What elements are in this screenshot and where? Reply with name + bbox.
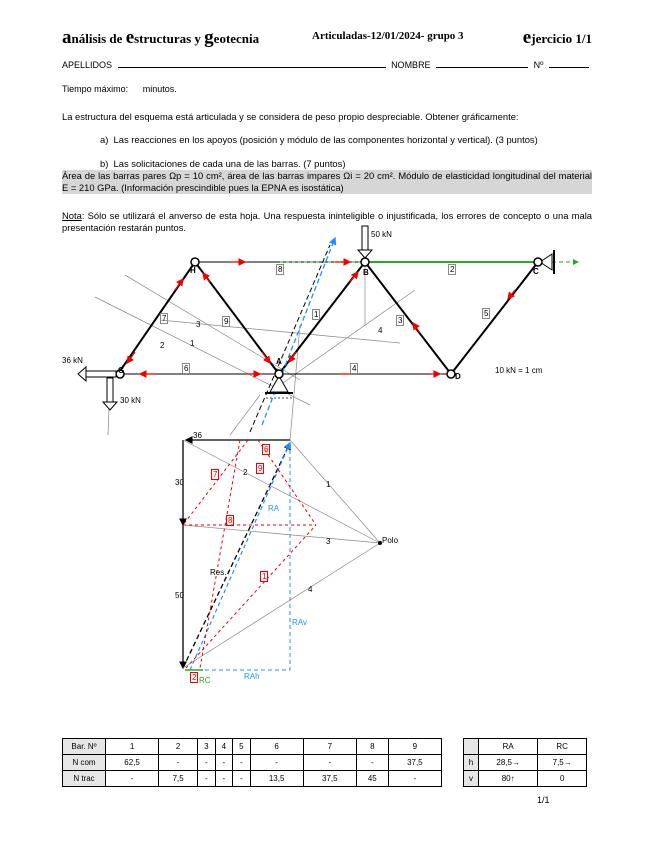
line-label-2: 2 bbox=[160, 341, 165, 350]
node-b bbox=[361, 258, 369, 266]
table-cell: 0 bbox=[538, 771, 587, 787]
row-label: N com bbox=[63, 755, 106, 771]
table-cell: - bbox=[388, 771, 441, 787]
table-header-cell: 9 bbox=[388, 739, 441, 755]
polygon-line-3: 3 bbox=[326, 537, 331, 546]
title-part-3: eotecnia bbox=[213, 31, 260, 46]
node-d-label: D bbox=[455, 372, 461, 381]
table-row bbox=[63, 755, 442, 771]
table-cell: - bbox=[198, 771, 215, 787]
name-label: NOMBRE bbox=[391, 60, 431, 70]
table-cell: - bbox=[215, 771, 232, 787]
table-header-cell: 7 bbox=[303, 739, 356, 755]
table-cell: 13,5 bbox=[250, 771, 303, 787]
polygon-label-50: 50 bbox=[175, 591, 184, 600]
area-note: Área de las barras pares Ωp = 10 cm², área de las barras impares Ωi = 20 cm². Módulo de elasticidad longitudinal del material E = 210 GPa. (Información prescindible pues la EPNA es isostática) bbox=[62, 170, 592, 193]
funicular-lines bbox=[95, 250, 415, 440]
reaction-ra-direction bbox=[262, 238, 335, 425]
rc-label: RC bbox=[199, 676, 211, 685]
table-header-cell: 3 bbox=[198, 739, 215, 755]
table-row bbox=[464, 755, 587, 771]
polygon-label-30: 30 bbox=[175, 478, 184, 487]
subject-info: Articuladas-12/01/2024- grupo 3 bbox=[312, 30, 464, 42]
table-cell: - bbox=[159, 755, 198, 771]
table-cell: - bbox=[106, 771, 159, 787]
polygon-bar-9: 9 bbox=[258, 464, 263, 473]
polygon-bar-8: 8 bbox=[228, 516, 233, 525]
polygon-line-4: 4 bbox=[308, 585, 313, 594]
table-cell: 28,5→ bbox=[479, 755, 538, 771]
table-row bbox=[464, 771, 587, 787]
polygon-line-1: 1 bbox=[326, 480, 331, 489]
truss-nodes bbox=[116, 258, 542, 378]
polygon-bar-2: 2 bbox=[192, 673, 197, 682]
line-label-3: 3 bbox=[196, 320, 201, 329]
table-cell: 80↑ bbox=[479, 771, 538, 787]
table-cell: - bbox=[198, 755, 215, 771]
table-header-row bbox=[464, 739, 587, 755]
node-b-label: B bbox=[363, 268, 369, 277]
table-cell: - bbox=[303, 755, 356, 771]
table-cell: - bbox=[233, 771, 250, 787]
table-header-cell: 8 bbox=[356, 739, 388, 755]
table-header-cell: Bar. Nº bbox=[63, 739, 106, 755]
line-label-4: 4 bbox=[378, 326, 383, 335]
node-g-label: G bbox=[118, 366, 125, 375]
statement-intro: La estructura del esquema está articulada y se considera de peso propio despreciable. Obtener gráficamente: bbox=[62, 111, 519, 122]
surname-label: APELLIDOS bbox=[62, 60, 113, 70]
bar-label-8: 8 bbox=[278, 265, 283, 274]
polygon-line-2: 2 bbox=[243, 468, 248, 477]
table-cell: - bbox=[233, 755, 250, 771]
table-header-cell: 6 bbox=[250, 739, 303, 755]
polygon-bar-7: 7 bbox=[213, 470, 218, 479]
node-h-label: H bbox=[190, 266, 196, 275]
row-label: v bbox=[464, 771, 479, 787]
statement-item-b: b) Las solicitaciones de cada una de las barras. (7 puntos) bbox=[100, 158, 346, 169]
title-initial-e: e bbox=[125, 27, 135, 48]
note-label: Nota bbox=[62, 210, 82, 221]
load-bottom-label: 30 kN bbox=[120, 396, 141, 405]
scale-label: 10 kN = 1 cm bbox=[495, 366, 543, 375]
table-header-cell: 1 bbox=[106, 739, 159, 755]
rav-label: RAv bbox=[292, 618, 307, 627]
load-30kn-arrow bbox=[103, 378, 117, 410]
pole-label: Polo bbox=[382, 536, 399, 545]
resultant-line bbox=[250, 245, 330, 432]
line-label-1: 1 bbox=[190, 339, 195, 348]
table-header-row bbox=[63, 739, 442, 755]
exercise-initial: e bbox=[522, 27, 532, 48]
load-top-label: 50 kN bbox=[371, 230, 392, 239]
table-cell: 7,5→ bbox=[538, 755, 587, 771]
node-d bbox=[447, 370, 455, 378]
title-part-2: structuras y bbox=[134, 31, 205, 46]
bar-label-2: 2 bbox=[450, 265, 455, 274]
polygon-bar-1: 1 bbox=[262, 572, 267, 581]
table-header-cell: RA bbox=[479, 739, 538, 755]
table-header-cell: 4 bbox=[215, 739, 232, 755]
table-cell: 7,5 bbox=[159, 771, 198, 787]
time-label: Tiempo máximo: bbox=[62, 84, 129, 94]
table-cell: 62,5 bbox=[106, 755, 159, 771]
page-number: 1/1 bbox=[537, 795, 550, 805]
table-row bbox=[63, 771, 442, 787]
bar-label-4: 4 bbox=[352, 364, 357, 373]
bar-label-1: 1 bbox=[314, 310, 319, 319]
title-initial-g: g bbox=[204, 27, 214, 48]
bar-label-6: 6 bbox=[184, 364, 189, 373]
node-h bbox=[191, 258, 199, 266]
node-a bbox=[275, 370, 283, 378]
table-cell: 45 bbox=[356, 771, 388, 787]
table-cell: 37,5 bbox=[388, 755, 441, 771]
bar-label-3: 3 bbox=[398, 316, 403, 325]
row-label: h bbox=[464, 755, 479, 771]
exercise-text: jercicio 1/1 bbox=[531, 31, 592, 46]
note-text: : Sólo se utilizará el anverso de esta hoja. Una respuesta ininteligible o injustificada, los errores de concepto o una mala presentación restarán puntos. bbox=[62, 210, 592, 233]
rah-label: RAh bbox=[244, 672, 260, 681]
table-cell: - bbox=[356, 755, 388, 771]
table-cell: 37,5 bbox=[303, 771, 356, 787]
node-a-label: A bbox=[276, 357, 282, 366]
bar-label-5: 5 bbox=[484, 309, 489, 318]
polygon-bar-6: 6 bbox=[264, 445, 269, 454]
table-header-cell: RC bbox=[538, 739, 587, 755]
bar-label-7: 7 bbox=[162, 314, 167, 323]
table-header-cell: 5 bbox=[233, 739, 250, 755]
table-cell: - bbox=[250, 755, 303, 771]
load-left-label: 36 kN bbox=[62, 356, 83, 365]
node-c-label: C bbox=[533, 267, 539, 276]
node-c bbox=[534, 258, 542, 266]
title-part-1: nálisis de bbox=[71, 31, 126, 46]
reactions-table bbox=[463, 738, 587, 787]
ra-label: RA bbox=[268, 504, 280, 513]
title-initial-a: a bbox=[62, 27, 72, 48]
table-header-cell: 2 bbox=[159, 739, 198, 755]
polygon-label-36: 36 bbox=[193, 431, 202, 440]
table-cell: - bbox=[215, 755, 232, 771]
statement-item-a: a) Las reacciones en los apoyos (posición y módulo de las componentes horizontal y vertical). (3 puntos) bbox=[100, 134, 538, 145]
resultant-label: Res. bbox=[210, 568, 227, 577]
load-50kn-arrow bbox=[358, 226, 372, 258]
number-label: Nº bbox=[533, 60, 544, 70]
bar-forces-table bbox=[62, 738, 442, 787]
time-unit: minutos. bbox=[142, 84, 177, 94]
row-label: N trac bbox=[63, 771, 106, 787]
bar-label-9: 9 bbox=[224, 317, 229, 326]
table-header-cell bbox=[464, 739, 479, 755]
